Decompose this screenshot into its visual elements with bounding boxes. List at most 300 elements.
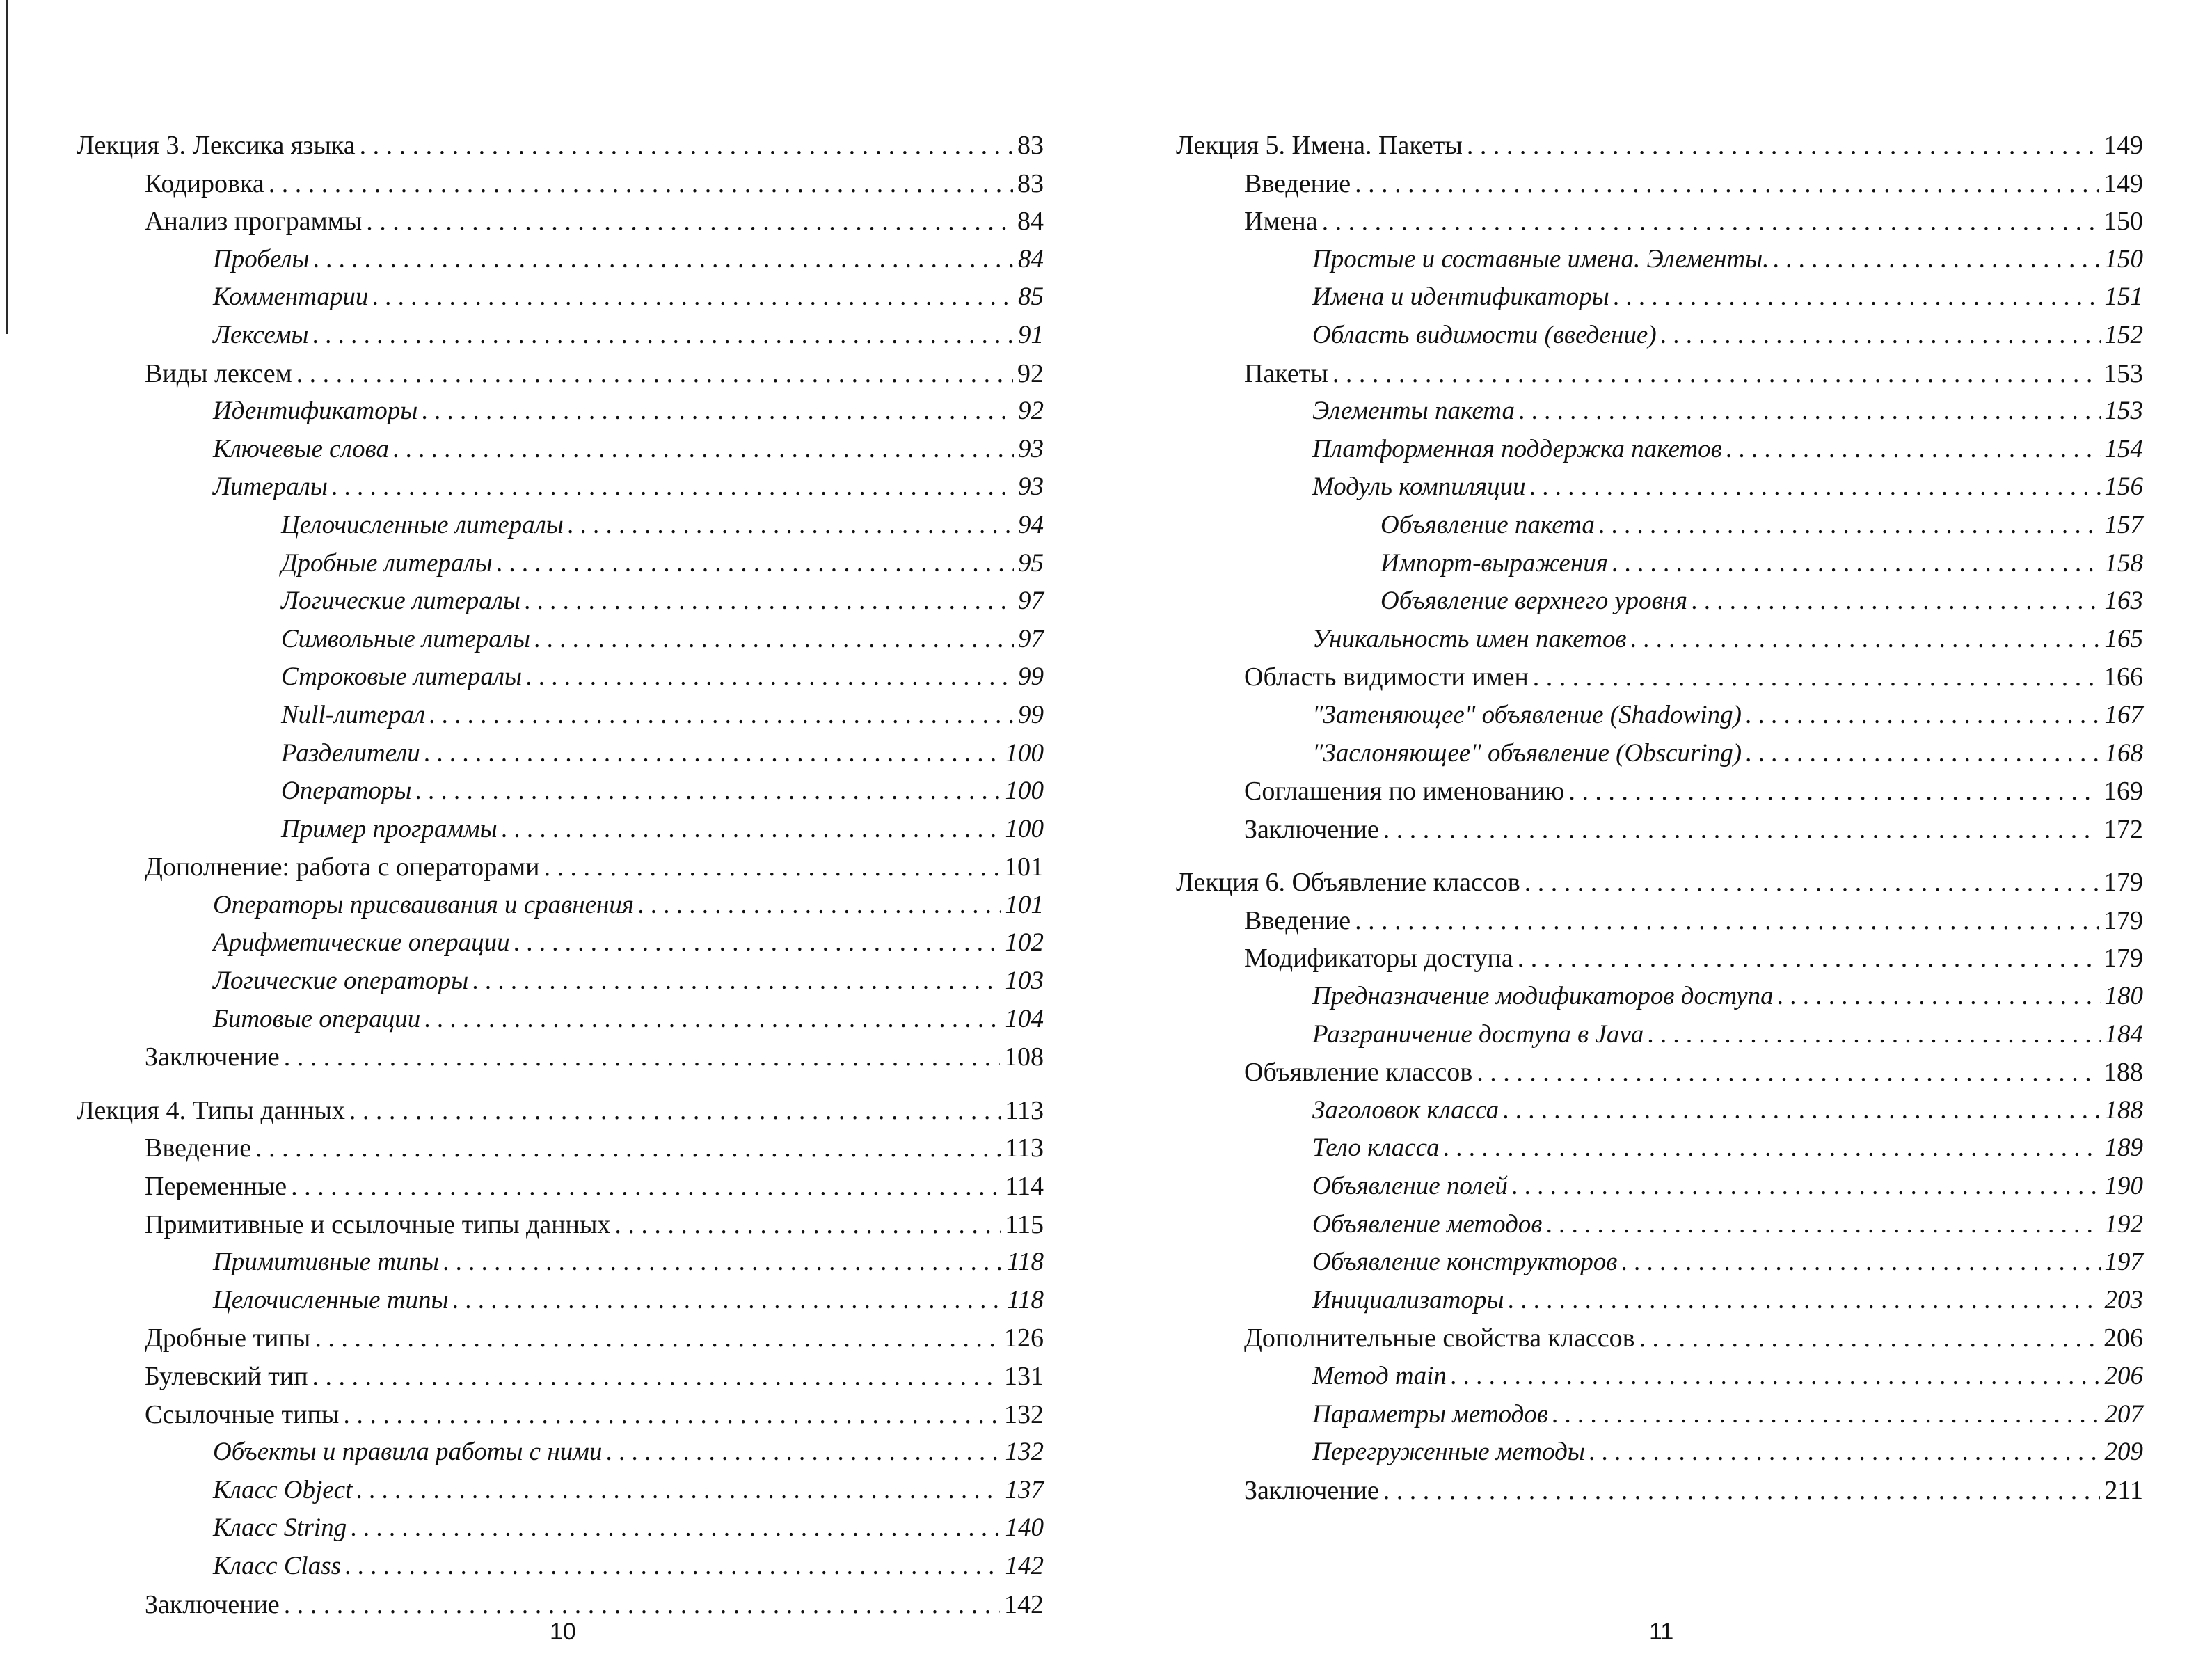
dot-leader — [255, 1129, 1001, 1168]
dot-leader — [314, 241, 1014, 279]
toc-entry-page: 118 — [1007, 1248, 1044, 1277]
dot-leader — [1355, 165, 2099, 203]
toc-entry — [1176, 1206, 2143, 1244]
toc-entry-title: Дробные литералы — [281, 548, 493, 578]
dot-leader — [1383, 1472, 2101, 1510]
toc-entry-title: Целочисленные литералы — [281, 510, 564, 539]
toc-entry-title: Целочисленные типы — [213, 1285, 449, 1314]
toc-entry-title: Дополнение: работа с операторами — [145, 852, 540, 882]
toc-entry-title: Заключение — [145, 1042, 280, 1072]
toc-entry-title: Лекция 3. Лексика языка — [77, 131, 356, 160]
toc-entry — [77, 431, 1044, 469]
toc-entry-page: 137 — [1005, 1475, 1044, 1504]
toc-entry — [77, 317, 1044, 355]
dot-leader — [502, 811, 1001, 849]
toc-entry-page: 97 — [1018, 587, 1044, 616]
dot-leader — [1589, 1433, 2101, 1472]
toc-entry — [77, 1206, 1044, 1244]
toc-entry-title: Пример программы — [281, 814, 498, 843]
toc-entry-title: Строковые литералы — [281, 662, 523, 692]
toc-entry — [77, 886, 1044, 925]
toc-entry — [1176, 772, 2143, 811]
toc-entry-page: 118 — [1007, 1285, 1044, 1314]
toc-entry-title: Объявление конструкторов — [1312, 1248, 1618, 1277]
dot-leader — [1546, 1206, 2100, 1244]
toc-entry-page: 168 — [2104, 738, 2143, 768]
toc-entry — [1176, 468, 2143, 507]
dot-leader — [1746, 735, 2100, 773]
toc-entry — [1176, 1092, 2143, 1130]
toc-entry-page: 131 — [1004, 1362, 1044, 1391]
toc-entry-title: Объявление полей — [1312, 1172, 1508, 1201]
toc-entry-title: "Заслоняющее" объявление (Obscuring) — [1312, 738, 1742, 768]
dot-leader — [332, 468, 1014, 507]
dot-leader — [312, 1358, 1000, 1396]
dot-leader — [351, 1509, 1001, 1548]
toc-entry-page: 153 — [2104, 397, 2143, 426]
toc-entry — [1176, 735, 2143, 773]
toc-entry — [77, 848, 1044, 886]
toc-entry-page: 152 — [2104, 320, 2143, 349]
dot-leader — [1552, 1396, 2101, 1434]
toc-entry — [77, 1001, 1044, 1039]
toc-entry — [1176, 507, 2143, 545]
toc-entry-page: 99 — [1018, 700, 1044, 729]
dot-leader — [1648, 1016, 2100, 1054]
toc-entry-title: Область видимости (введение) — [1312, 320, 1657, 349]
dot-leader — [415, 772, 1001, 811]
toc-entry-page: 115 — [1005, 1209, 1044, 1239]
toc-entry-title: Простые и составные имена. Элементы. — [1312, 244, 1769, 273]
toc-entry-page: 85 — [1018, 283, 1044, 312]
toc-entry-title: Битовые операции — [213, 1004, 421, 1033]
toc-entry-page: 104 — [1005, 1004, 1044, 1033]
toc-entry-title: Имена — [1244, 207, 1318, 237]
toc-entry-page: 192 — [2104, 1209, 2143, 1239]
toc-entry-page: 142 — [1005, 1551, 1044, 1580]
toc-entry-title: Кодировка — [145, 168, 264, 198]
dot-leader — [284, 1038, 1000, 1076]
toc-entry-title: Операторы присваивания и сравнения — [213, 890, 635, 919]
toc-entry — [77, 278, 1044, 317]
dot-leader — [1355, 902, 2099, 940]
toc-entry — [1176, 1129, 2143, 1168]
toc-entry-title: Логические литералы — [281, 587, 520, 616]
toc-entry-title: Имена и идентификаторы — [1312, 283, 1609, 312]
toc-entry-page: 206 — [2104, 1362, 2143, 1390]
toc-entry-page: 206 — [2103, 1323, 2143, 1353]
toc-entry — [77, 811, 1044, 849]
dot-leader — [1322, 202, 2099, 241]
dot-leader — [534, 621, 1014, 659]
toc-entry — [1176, 1282, 2143, 1320]
dot-leader — [313, 317, 1015, 355]
dot-leader — [345, 1548, 1001, 1586]
toc-entry-title: Ссылочные типы — [145, 1399, 340, 1429]
dot-leader — [343, 1396, 1000, 1434]
toc-entry-page: 188 — [2104, 1095, 2143, 1124]
dot-leader — [1467, 127, 2099, 165]
toc-entry — [1176, 658, 2143, 697]
toc-entry-page: 167 — [2104, 700, 2143, 729]
toc-entry — [77, 1129, 1044, 1168]
toc-entry-page: 84 — [1017, 207, 1044, 237]
dot-leader — [1726, 431, 2101, 469]
toc-entry-title: Импорт-выражения — [1380, 548, 1608, 578]
toc-entry — [77, 468, 1044, 507]
toc-entry-page: 92 — [1018, 397, 1044, 426]
toc-entry-page: 209 — [2104, 1438, 2143, 1467]
toc-entry-page: 169 — [2103, 777, 2143, 806]
toc-entry-page: 140 — [1005, 1513, 1044, 1543]
toc-entry — [77, 582, 1044, 621]
toc-entry-title: Лекция 6. Объявление классов — [1176, 868, 1520, 898]
dot-leader — [393, 431, 1014, 469]
dot-leader — [1451, 1358, 2101, 1396]
toc-lecture-entry — [1176, 864, 2143, 902]
toc-entry — [1176, 697, 2143, 735]
toc-entry — [77, 1168, 1044, 1206]
dot-leader — [1746, 697, 2101, 735]
toc-entry — [1176, 1472, 2143, 1510]
toc-entry — [1176, 545, 2143, 583]
section-gap — [77, 1076, 1044, 1092]
toc-entry — [1176, 1053, 2143, 1092]
toc-entry-title: Модуль компиляции — [1312, 472, 1526, 502]
toc-entry — [77, 1038, 1044, 1076]
toc-entry — [1176, 202, 2143, 241]
toc-entry — [1176, 582, 2143, 621]
toc-entry — [1176, 621, 2143, 659]
toc-entry-title: Null-литерал — [281, 700, 425, 729]
toc-entry-page: 97 — [1018, 624, 1044, 653]
toc-entry-page: 179 — [2103, 868, 2143, 898]
toc-entry-page: 150 — [2103, 207, 2143, 237]
toc-entry — [77, 1586, 1044, 1624]
dot-leader — [1599, 507, 2101, 545]
page-number-right: 11 — [1649, 1619, 1674, 1645]
toc-entry-page: 151 — [2104, 283, 2143, 312]
dot-leader — [1383, 811, 2099, 849]
toc-entry — [77, 545, 1044, 583]
toc-entry-title: Метод main — [1312, 1362, 1447, 1390]
toc-entry-page: 99 — [1018, 662, 1044, 692]
toc-entry-title: Арифметические операции — [213, 928, 510, 957]
toc-entry — [1176, 902, 2143, 940]
toc-entry-title: Платформенная поддержка пакетов — [1312, 434, 1722, 463]
toc-entry-page: 132 — [1004, 1399, 1044, 1429]
dot-leader — [284, 1586, 1000, 1624]
toc-entry-title: Предназначение модификаторов доступа — [1312, 982, 1774, 1011]
toc-entry-title: Класс String — [213, 1513, 347, 1543]
dot-leader — [453, 1282, 1003, 1320]
toc-entry-title: Заключение — [145, 1589, 280, 1619]
toc-entry-title: Класс Object — [213, 1475, 353, 1504]
toc-entry-page: 93 — [1018, 472, 1044, 502]
dot-leader — [638, 886, 1001, 925]
toc-entry-page: 91 — [1018, 320, 1044, 349]
toc-entry-page: 83 — [1017, 168, 1044, 198]
toc-entry — [1176, 355, 2143, 393]
toc-entry-page: 158 — [2104, 548, 2143, 578]
toc-entry-title: Соглашения по именованию — [1244, 777, 1565, 806]
toc-entry — [1176, 1396, 2143, 1434]
dot-leader — [443, 1243, 1003, 1282]
dot-leader — [1477, 1053, 2099, 1092]
toc-entry — [1176, 165, 2143, 203]
toc-entry — [77, 241, 1044, 279]
dot-leader — [372, 278, 1014, 317]
toc-entry-page: 83 — [1017, 131, 1044, 160]
dot-leader — [1568, 772, 2099, 811]
toc-entry-title: Примитивные и ссылочные типы данных — [145, 1209, 611, 1239]
dot-leader — [1621, 1243, 2100, 1282]
toc-entry-page: 150 — [2104, 244, 2143, 273]
dot-leader — [356, 1472, 1001, 1510]
toc-entry-title: Виды лексем — [145, 358, 292, 388]
dot-leader — [315, 1319, 1000, 1358]
toc-entry-title: Примитивные типы — [213, 1248, 439, 1277]
toc-entry-page: 100 — [1005, 777, 1044, 806]
toc-entry-page: 184 — [2104, 1019, 2143, 1049]
toc-entry-page: 149 — [2103, 168, 2143, 198]
dot-leader — [424, 1001, 1001, 1039]
toc-entry-page: 180 — [2104, 982, 2143, 1011]
toc-entry — [1176, 317, 2143, 355]
toc-entry — [1176, 1168, 2143, 1206]
toc-entry-title: Лекция 5. Имена. Пакеты — [1176, 131, 1463, 160]
toc-entry-page: 101 — [1005, 890, 1044, 919]
toc-entry-page: 108 — [1004, 1042, 1044, 1072]
toc-entry — [77, 735, 1044, 773]
toc-entry-page: 211 — [2104, 1475, 2143, 1505]
toc-entry-page: 100 — [1005, 738, 1044, 768]
right-page — [1176, 0, 2143, 1670]
toc-entry — [77, 1548, 1044, 1586]
toc-entry-title: Идентификаторы — [213, 397, 418, 426]
dot-leader — [360, 127, 1013, 165]
toc-entry-title: Переменные — [145, 1172, 287, 1202]
toc-entry-page: 190 — [2104, 1172, 2143, 1201]
dot-leader — [269, 165, 1013, 203]
toc-entry-page: 166 — [2103, 662, 2143, 692]
toc-entry-title: Символьные литералы — [281, 624, 530, 653]
toc-lecture-entry — [1176, 127, 2143, 165]
dot-leader — [514, 924, 1001, 962]
toc-entry-title: Элементы пакета — [1312, 397, 1515, 426]
table-of-contents-right — [1176, 127, 2143, 1509]
toc-entry-title: Тело класса — [1312, 1134, 1440, 1163]
toc-entry-title: Уникальность имен пакетов — [1312, 624, 1627, 653]
toc-entry-title: Ключевые слова — [213, 434, 389, 463]
toc-entry-page: 165 — [2104, 624, 2143, 653]
toc-entry — [77, 355, 1044, 393]
toc-entry — [1176, 1243, 2143, 1282]
toc-entry — [77, 1243, 1044, 1282]
dot-leader — [1773, 241, 2100, 279]
toc-entry — [1176, 1433, 2143, 1472]
toc-entry — [77, 962, 1044, 1001]
dot-leader — [1512, 1168, 2101, 1206]
toc-entry-page: 92 — [1017, 358, 1044, 388]
dot-leader — [1661, 317, 2101, 355]
dot-leader — [1612, 545, 2101, 583]
toc-entry-page: 207 — [2104, 1399, 2143, 1429]
dot-leader — [1519, 392, 2101, 431]
dot-leader — [1518, 939, 2099, 978]
toc-entry-page: 197 — [2104, 1248, 2143, 1277]
toc-entry-page: 203 — [2104, 1285, 2143, 1314]
toc-entry-page: 84 — [1018, 244, 1044, 273]
toc-entry-title: Объявление пакета — [1380, 510, 1595, 539]
dot-leader — [525, 582, 1014, 621]
toc-entry — [1176, 1358, 2143, 1396]
dot-leader — [472, 962, 1001, 1001]
dot-leader — [296, 355, 1013, 393]
toc-entry-title: Пакеты — [1244, 358, 1328, 388]
toc-entry-title: Введение — [145, 1134, 252, 1163]
toc-entry-title: Инициализаторы — [1312, 1285, 1504, 1314]
toc-entry-page: 114 — [1005, 1172, 1044, 1202]
toc-entry-page: 142 — [1004, 1589, 1044, 1619]
dot-leader — [366, 202, 1013, 241]
toc-lecture-entry — [77, 127, 1044, 165]
dot-leader — [1444, 1129, 2101, 1168]
dot-leader — [543, 848, 1000, 886]
toc-entry — [77, 1433, 1044, 1472]
toc-entry-title: Область видимости имен — [1244, 662, 1529, 692]
toc-entry-title: Перегруженные методы — [1312, 1438, 1585, 1467]
toc-entry-title: Введение — [1244, 168, 1351, 198]
toc-entry-page: 113 — [1005, 1095, 1044, 1125]
toc-entry-page: 179 — [2103, 905, 2143, 935]
toc-entry — [1176, 811, 2143, 849]
dot-leader — [1533, 658, 2099, 697]
dot-leader — [422, 392, 1014, 431]
page-edge-line — [6, 0, 8, 334]
dot-leader — [424, 735, 1001, 773]
toc-entry — [1176, 1319, 2143, 1358]
toc-entry-page: 94 — [1018, 510, 1044, 539]
toc-entry-title: Лексемы — [213, 320, 309, 349]
toc-entry-page: 163 — [2104, 587, 2143, 616]
toc-entry — [77, 1472, 1044, 1510]
toc-entry-title: Объявление методов — [1312, 1209, 1543, 1239]
toc-entry — [1176, 431, 2143, 469]
toc-entry-title: Объекты и правила работы с ними — [213, 1438, 603, 1467]
toc-entry — [77, 924, 1044, 962]
toc-entry — [1176, 939, 2143, 978]
toc-entry-page: 101 — [1004, 852, 1044, 882]
dot-leader — [1631, 621, 2101, 659]
toc-entry-page: 102 — [1005, 928, 1044, 957]
toc-entry-page: 172 — [2103, 814, 2143, 844]
dot-leader — [1332, 355, 2099, 393]
toc-entry-title: Объявление классов — [1244, 1058, 1473, 1088]
toc-entry-page: 179 — [2103, 944, 2143, 973]
toc-entry-title: Булевский тип — [145, 1362, 308, 1391]
dot-leader — [1530, 468, 2101, 507]
toc-entry-title: Заголовок класса — [1312, 1095, 1499, 1124]
toc-entry-title: Операторы — [281, 777, 412, 806]
toc-entry — [77, 621, 1044, 659]
section-gap — [1176, 848, 2143, 864]
dot-leader — [1639, 1319, 2099, 1358]
toc-entry-page: 149 — [2103, 131, 2143, 160]
dot-leader — [497, 545, 1014, 583]
toc-entry-page: 113 — [1005, 1134, 1044, 1163]
table-of-contents-left — [77, 127, 1044, 1623]
dot-leader — [349, 1092, 1001, 1130]
toc-entry — [1176, 278, 2143, 317]
dot-leader — [526, 658, 1014, 697]
toc-entry-page: 93 — [1018, 434, 1044, 463]
toc-entry-title: Класс Class — [213, 1551, 342, 1580]
toc-entry — [77, 392, 1044, 431]
toc-entry-title: Анализ программы — [145, 207, 363, 237]
toc-entry-page: 132 — [1005, 1438, 1044, 1467]
dot-leader — [1508, 1282, 2100, 1320]
toc-entry-title: "Затеняющее" объявление (Shadowing) — [1312, 700, 1742, 729]
toc-entry-title: Заключение — [1244, 814, 1379, 844]
toc-entry-title: Модификаторы доступа — [1244, 944, 1513, 973]
page-number-left: 10 — [550, 1619, 576, 1645]
dot-leader — [614, 1206, 1001, 1244]
toc-entry-title: Логические операторы — [213, 967, 469, 996]
toc-entry-title: Заключение — [1244, 1475, 1379, 1505]
toc-entry — [77, 772, 1044, 811]
toc-entry-title: Литералы — [213, 472, 328, 502]
left-page — [77, 0, 1044, 1670]
dot-leader — [1778, 978, 2101, 1016]
toc-entry — [77, 202, 1044, 241]
toc-entry — [77, 1319, 1044, 1358]
toc-entry-title: Введение — [1244, 905, 1351, 935]
toc-entry — [77, 1396, 1044, 1434]
toc-entry — [77, 697, 1044, 735]
dot-leader — [606, 1433, 1001, 1472]
toc-entry-title: Разделители — [281, 738, 420, 768]
toc-entry-page: 154 — [2104, 434, 2143, 463]
toc-entry-page: 95 — [1018, 548, 1044, 578]
toc-entry — [77, 165, 1044, 203]
toc-entry-title: Пробелы — [213, 244, 310, 273]
toc-entry-title: Комментарии — [213, 283, 369, 312]
toc-entry — [77, 507, 1044, 545]
dot-leader — [568, 507, 1014, 545]
toc-entry-page: 103 — [1005, 967, 1044, 996]
toc-entry-page: 126 — [1004, 1323, 1044, 1353]
toc-lecture-entry — [77, 1092, 1044, 1130]
toc-entry-page: 189 — [2104, 1134, 2143, 1163]
dot-leader — [1614, 278, 2101, 317]
toc-entry — [77, 1282, 1044, 1320]
toc-entry-title: Лекция 4. Типы данных — [77, 1095, 345, 1125]
toc-entry-title: Параметры методов — [1312, 1399, 1548, 1429]
dot-leader — [291, 1168, 1001, 1206]
toc-entry — [77, 1509, 1044, 1548]
toc-entry-page: 153 — [2103, 358, 2143, 388]
toc-entry-page: 157 — [2104, 510, 2143, 539]
dot-leader — [1692, 582, 2100, 621]
toc-entry-page: 100 — [1005, 814, 1044, 843]
toc-entry — [77, 658, 1044, 697]
toc-entry — [1176, 392, 2143, 431]
toc-entry-title: Разграничение доступа в Java — [1312, 1019, 1644, 1049]
toc-entry-title: Дробные типы — [145, 1323, 311, 1353]
toc-entry-page: 188 — [2103, 1058, 2143, 1088]
toc-entry — [77, 1358, 1044, 1396]
